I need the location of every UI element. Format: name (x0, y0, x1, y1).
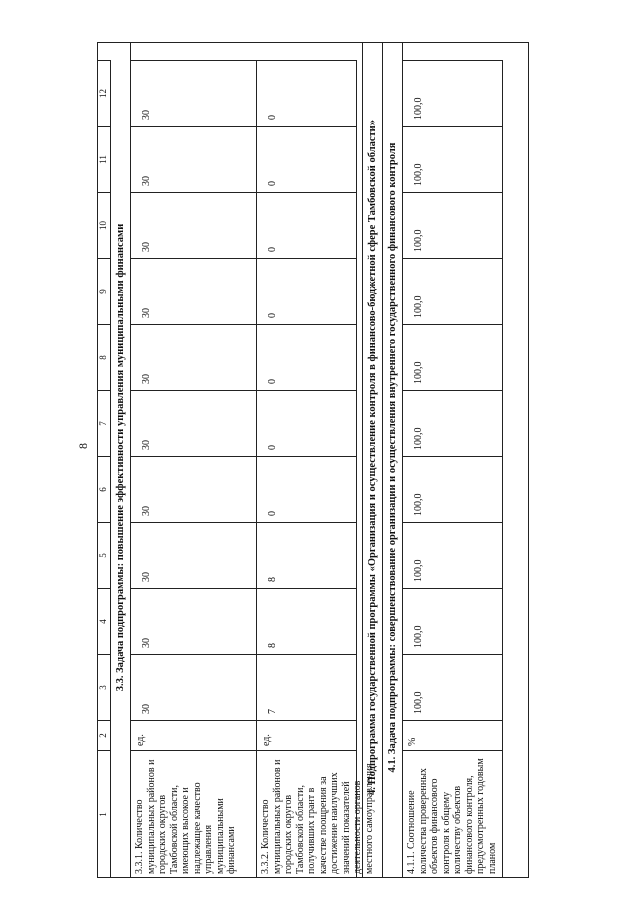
column-number-header: 3 (97, 654, 111, 720)
value-cell: 7 (257, 654, 357, 720)
column-number-header: 5 (97, 522, 111, 588)
column-number-header: 11 (97, 126, 111, 192)
value-cell: 0 (257, 324, 357, 390)
column-number-header: 4 (97, 588, 111, 654)
value-cell: 100,0 (403, 654, 503, 720)
indicator-name: 3.3.1. Количество муниципальных районов и городских округов Тамбовской области, имеющих высокое и надлежащее качество управления муниципальными финансами (131, 750, 257, 878)
value-cell: 100,0 (403, 126, 503, 192)
unit-cell: ед. (257, 720, 357, 750)
value-cell: 30 (131, 258, 257, 324)
unit-cell: % (403, 720, 503, 750)
column-number-header: 2 (97, 720, 111, 750)
value-cell: 100,0 (403, 324, 503, 390)
value-cell: 30 (131, 588, 257, 654)
column-number-header: 9 (97, 258, 111, 324)
column-number-header: 8 (97, 324, 111, 390)
column-number-header: 12 (97, 60, 111, 126)
value-cell: 30 (131, 60, 257, 126)
value-cell: 100,0 (403, 522, 503, 588)
value-cell: 0 (257, 192, 357, 258)
column-number-header: 1 (97, 750, 111, 878)
value-cell: 100,0 (403, 60, 503, 126)
indicator-name: 4.1.1. Соотношение количества проверенных объектов финансового контроля к общему количеству объектов финансового контроля, предусмотренных годовым планом (403, 750, 503, 878)
value-cell: 30 (131, 654, 257, 720)
value-cell: 30 (131, 324, 257, 390)
value-cell: 0 (257, 60, 357, 126)
value-cell: 30 (131, 192, 257, 258)
value-cell: 30 (131, 522, 257, 588)
column-number-header: 6 (97, 456, 111, 522)
column-number-header: 10 (97, 192, 111, 258)
unit-cell: ед. (131, 720, 257, 750)
section-title: 3.3. Задача подпрограммы: повышение эффективности управления муниципальными финансами (111, 42, 131, 878)
value-cell: 8 (257, 588, 357, 654)
section-title: 4. Подпрограмма государственной программы «Организация и осуществление контроля в финансово-бюджетной сфере Тамбовской области» (363, 42, 383, 878)
value-cell: 30 (131, 456, 257, 522)
value-cell: 0 (257, 126, 357, 192)
value-cell: 100,0 (403, 456, 503, 522)
indicator-name: 3.3.2. Количество муниципальных районов и городских округов Тамбовской области, получивших грант в качестве поощрения за достижение наилучших значений показателей деятельности органов местного самоуправления (257, 750, 357, 878)
page-number: 8 (76, 443, 90, 449)
value-cell: 0 (257, 390, 357, 456)
value-cell: 0 (257, 258, 357, 324)
value-cell: 8 (257, 522, 357, 588)
value-cell: 30 (131, 126, 257, 192)
value-cell: 100,0 (403, 258, 503, 324)
value-cell: 30 (131, 390, 257, 456)
section-title: 4.1. Задача подпрограммы: совершенствование организации и осуществления внутреннего государственного финансового контроля (383, 42, 403, 878)
value-cell: 100,0 (403, 192, 503, 258)
value-cell: 100,0 (403, 588, 503, 654)
column-number-header: 7 (97, 390, 111, 456)
value-cell: 0 (257, 456, 357, 522)
value-cell: 100,0 (403, 390, 503, 456)
